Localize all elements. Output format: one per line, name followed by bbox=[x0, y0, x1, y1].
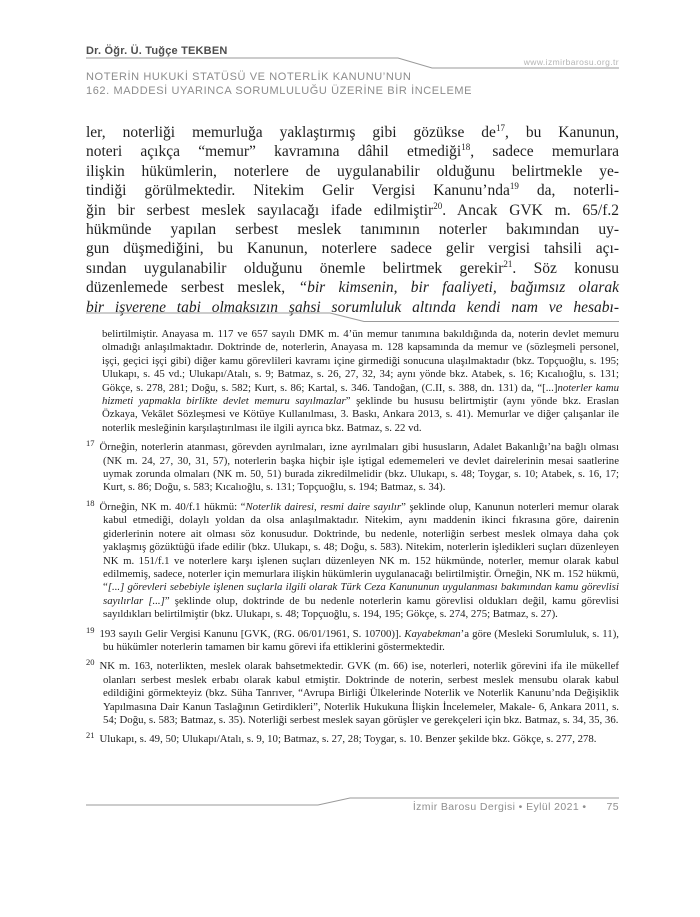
text-segment: noterler kamu hizmeti yapmakla birlikte devlet memuru sayılmazlar bbox=[102, 381, 619, 408]
text-segment: NK m. 163, noterlikten, meslek olarak bahsetmektedir. GVK (m. 66) ise, noterleri, noterlik görevini ifa ile mükellef olanları serbest meslek erbabı olarak kabul etmiştir. Doktrinde de noterin, serbest meslek mensubu olarak kabul edildiğini görmekteyiz (bkz. Süha Tanrıver, “Avrupa Birliği Ülkelerinde Noterlik ve Noterlik Kanunu’nda Değişiklik Yapılmasına Dair Kanun Taslağının Getirdikleri”, Noterlik Hukukuna İlişkin İncelemeler, Makale- 6, Ankara 2011, s. 54; Doğu, s. 583; Batmaz, s. 35). Noterliği serbest meslek sayan görüşler ve gerekçeleri için bkz. Batmaz, s. 34, 35, 36. bbox=[99, 660, 619, 726]
article-line bbox=[86, 259, 619, 278]
text-segment: bir işverene tabi olmaksızın şahsi sorumluluk altında kendi nam ve hesabı- bbox=[86, 298, 619, 316]
article-text bbox=[86, 123, 619, 317]
footnote bbox=[86, 497, 619, 622]
text-segment: [...] görevleri sebebiyle işlenen suçlarla ilgili olarak Türk Ceza Kanununun uygulanması bakımından kamu görevlisi sayılırlar [...] bbox=[103, 581, 619, 607]
footnote-number: 17 bbox=[86, 438, 95, 449]
article-line bbox=[86, 162, 619, 181]
text-segment: ’a göre (Mesleki Sorumluluk, s. 11), bu hükümler noterlerin tamamen bir kamu görevi ifa ettiklerini göstermektedir. bbox=[103, 627, 619, 653]
text-segment: ” şeklinde bu hususu belirtmiştir (aynı yönde bkz. Eraslan Özkaya, Vekâlet Sözleşmesi ve Kötüye Kullanılması, 3. Baskı, Ankara 2013, s. 41). Memurlar ve diğer çalışanlar ile noterlik mesleğinin karşılaştırılması ile ilgili ayrıca bkz. Batmaz, s. 22 vd. bbox=[102, 395, 619, 434]
footnote-reference: 18 bbox=[461, 142, 471, 153]
footnote-number: 18 bbox=[86, 497, 95, 508]
footnote bbox=[86, 657, 619, 727]
journal-website: www.izmirbarosu.org.tr bbox=[523, 57, 619, 67]
article-title-line1: NOTERİN HUKUKİ STATÜSÜ VE NOTERLİK KANUNU’NUN bbox=[86, 71, 412, 83]
text-segment: . Ancak GVK m. 65/f.2 bbox=[442, 201, 619, 219]
text-segment: ler, noterliği memurluğa yaklaştırmış gibi gözükse de bbox=[86, 124, 496, 141]
text-segment: Noterlik dairesi, resmi daire sayılır bbox=[245, 500, 402, 513]
article-line bbox=[86, 220, 619, 239]
text-segment: Örneğin, noterlerin atanması, görevden ayrılmaları, izne ayrılmaları gibi hususların, Adalet Bakanlığı’na bağlı olması (NK m. 24, 27, 30, 31, 57), noterlerin başka hiçbir işle iştigal edememeleri ve devlet dairelerinin mesai saatlerine uymak zorunda olmaları (NK m. 50, 51) burada zikredilmelidir (bkz. Ulukapı, s. 48; Toygar, s. 10; Atabek, s. 16, 17; Kurt, s. 86; Doğu, s. 583; Kıcalıoğlu, s. 131; Topçuoğlu, s. 194; Batmaz, s. 34). bbox=[99, 441, 619, 494]
article-line bbox=[86, 123, 619, 142]
text-segment: Örneğin, NK m. 40/f.1 hükmü: “ bbox=[99, 500, 246, 513]
text-segment: “bir kimsenin, bir faaliyeti, bağımsız olarak bbox=[298, 279, 619, 297]
footnote-continuation bbox=[86, 328, 619, 435]
footnote-number: 19 bbox=[86, 624, 95, 635]
text-segment: tindiği görülmektedir. Nitekim Gelir Vergisi Kanunu’nda bbox=[86, 182, 510, 200]
article-line bbox=[86, 201, 619, 220]
text-segment: hükmünde yapılan serbest meslek tanımının noterler bakımından uy- bbox=[86, 221, 619, 239]
footnote-reference: 17 bbox=[495, 122, 505, 133]
footnote-number: 21 bbox=[86, 730, 95, 741]
text-segment: Ulukapı, s. 49, 50; Ulukapı/Atalı, s. 9, 10; Batmaz, s. 27, 28; Toygar, s. 10. Benzer şekilde bkz. Gökçe, s. 277, 278. bbox=[99, 733, 597, 746]
article-line bbox=[86, 239, 619, 258]
text-segment: gun düşmediğini, bu Kanunun, noterlere sadece gelir vergisi tahsili açı- bbox=[86, 240, 619, 258]
page-footer bbox=[413, 801, 619, 813]
footnotes-section bbox=[86, 328, 619, 753]
text-segment: , bu Kanunun, bbox=[504, 124, 620, 141]
text-segment: da, noterli- bbox=[518, 182, 619, 200]
page-number: 75 bbox=[606, 801, 619, 813]
text-segment: 193 sayılı Gelir Vergisi Kanunu [GVK, (RG. 06/01/1961, S. 10700)]. bbox=[99, 627, 405, 640]
text-segment: ” şeklinde olup, Kanunun noterleri memur olarak kabul etmediği, dolaylı yoldan da olsa anlaşılmaktadır. Nitekim, aynı maddenin ikinci fıkrasına göre, dairenin giderlerinin notere ait olması söz konusudur. Doktrinde, bu nedenle, noterliğin serbest meslek olmaya daha çok yaklaşmış gözüktüğü ifade edilir (bkz. Ulukapı, s. 48; Doğu, s. 583). Nitekim, noterlerin işledikleri suçları düzenleyen NK m. 151/f.1 ve noterlere karşı işlenen suçları düzenleyen NK m. 152 hükmünde, noterler, memur olarak kabul edilmemiş, sadece, noterler için memurlara ilişkin hükümlerin uygulanacağı belirtilmiştir. Örneğin, NK m. 152 hükmü, “ bbox=[103, 500, 619, 594]
footnote-divider bbox=[86, 310, 619, 324]
footnote-reference: 21 bbox=[503, 258, 513, 269]
article-line bbox=[86, 278, 619, 297]
article-title-line2: 162. MADDESİ UYARINCA SORUMLULUĞU ÜZERİNE BİR İNCELEME bbox=[86, 85, 473, 97]
text-segment: sından uygulanabilir olduğunu önemle belirtmek gerekir bbox=[86, 259, 504, 277]
text-segment: ” şeklinde olup, doktrinde de bu nedenle noterlerin kamu görevlisi oldukları değil, kamu görevlisi sayıldıkları belirtilmiştir (bkz. Ulukapı, s. 48; Topçuoğlu, s. 194, 195; Gökçe, s. 274, 275; Batmaz, s. 27). bbox=[103, 594, 619, 621]
footnote-reference: 20 bbox=[433, 200, 443, 211]
text-segment: ilişkin hükümlerin, noterlere de uygulanabilir olduğunu belirtmekle ye- bbox=[86, 162, 619, 180]
text-segment: Kayabekman bbox=[404, 627, 461, 640]
footnote bbox=[86, 730, 619, 746]
footnote bbox=[86, 624, 619, 655]
footnote-reference: 19 bbox=[509, 181, 519, 192]
journal-name: İzmir Barosu Dergisi • Eylül 2021 • bbox=[412, 801, 587, 813]
text-segment: . Söz konusu bbox=[512, 259, 619, 277]
text-segment: düzenlemede serbest meslek, bbox=[86, 279, 299, 297]
article-line bbox=[86, 181, 619, 200]
text-segment: noteri açıkça “memur” kavramına dâhil etmediği bbox=[86, 143, 462, 161]
text-segment: belirtilmiştir. Anayasa m. 117 ve 657 sayılı DMK m. 4’ün memur tanımına bakıldığında da, noterin devlet memuru olmadığı anlaşılmaktadır. Doktrinde de, noterlerin, Anayasa m. 128 kapsamında da memur ve (sözleşmeli personel, işçi, geçici işçi gibi) diğer kamu görevlileri kavramı içine girmediği sonucuna ulaşılmaktadır (bkz. Topçuoğlu, s. 195; Ulukapı, s. 45 vd.; Ulukapı/Atalı, s. 9; Batmaz, s. 26, 27, 32, 34; aynı yönde bkz. Atabek, s. 16; Kıcalıoğlu, s. 131; Gökçe, s. 278, 281; Doğu, s. 582; Kurt, s. 86; Kartal, s. 346. Tandoğan, (C.II, s. 388, dn. 131) da, “[...] bbox=[102, 328, 619, 394]
article-line bbox=[86, 142, 619, 161]
footnote-number: 20 bbox=[86, 657, 95, 668]
footnote bbox=[86, 438, 619, 495]
text-segment: ğin bir serbest meslek sayılacağı ifade edilmiştir bbox=[86, 201, 434, 219]
author-name: Dr. Öğr. Ü. Tuğçe TEKBEN bbox=[86, 45, 228, 57]
text-segment: , sadece memurlara bbox=[470, 143, 619, 161]
